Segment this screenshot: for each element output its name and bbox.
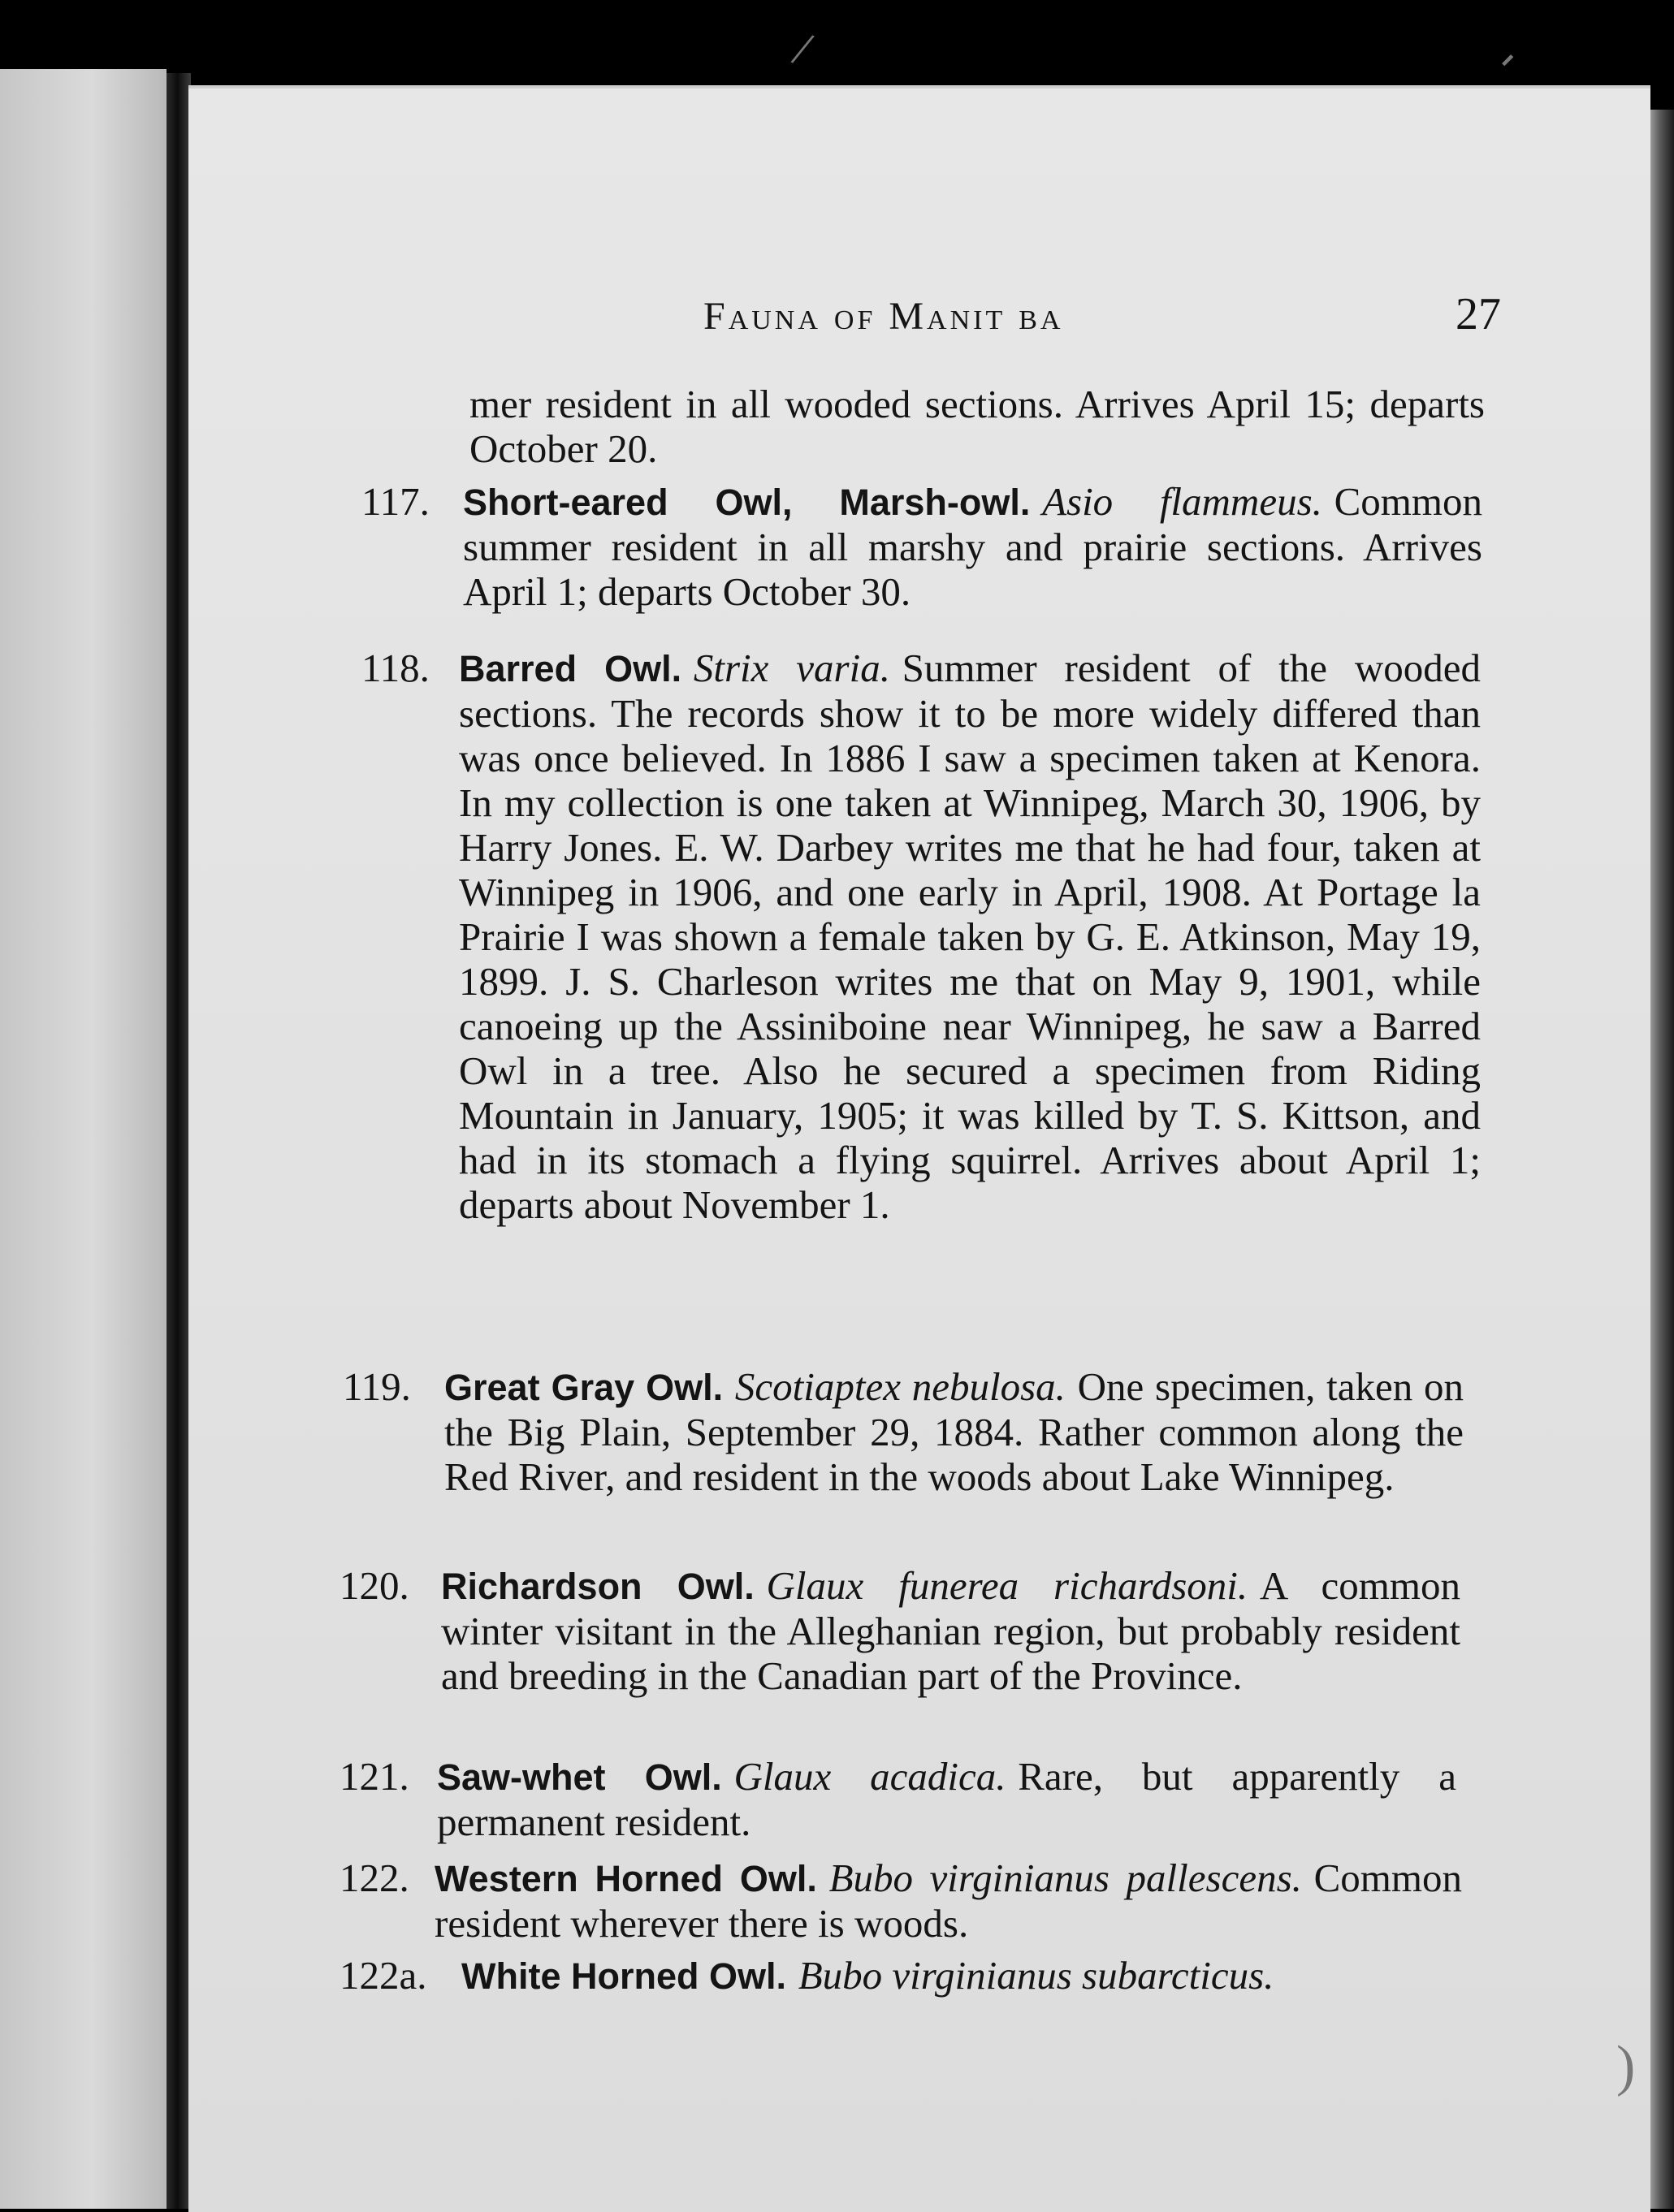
entry-description: One specimen, taken on the Big Plain, September 29, 1884. Rather common along the Red River, and resident in the woods about Lake Winnipeg. xyxy=(444,1364,1464,1499)
common-name: Saw-whet Owl. xyxy=(437,1756,722,1798)
entry-number: 122a. xyxy=(340,1953,427,1998)
scan-mark-slash: / xyxy=(787,21,819,76)
entry-description: Summer resident of the wooded sections. The records show it to be more widely differed than was once believed. In 1886 I saw a specimen taken at Kenora. In my collection is one taken at Winnipeg, March 30, 1906, by Harry Jones. E. W. Darbey writes me that he had four, taken at Winnipeg in 1906, and one early in April, 1908. At Portage la Prairie I was shown a female taken by G. E. Atkinson, May 19, 1899. J. S. Charleson writes me that on May 9, 1901, while canoeing up the Assiniboine near Winnipeg, he saw a Barred Owl in a tree. Also he secured a specimen from Riding Mountain in January, 1905; it was killed by T. S. Kittson, and had in its stomach a flying squirrel. Arrives about April 1; departs about November 1. xyxy=(459,646,1481,1227)
entry-description: Common resident wherever there is woods. xyxy=(435,1856,1462,1946)
page-edge xyxy=(1650,110,1674,2209)
common-name: Richardson Owl. xyxy=(441,1566,755,1607)
scan-mark-edge: ) xyxy=(1616,2035,1636,2098)
entry-number: 122. xyxy=(340,1856,409,1900)
common-name: White Horned Owl. xyxy=(461,1955,786,1997)
common-name: Barred Owl. xyxy=(459,648,682,689)
book-spine xyxy=(167,73,191,2209)
running-head: Fauna of Manit ba xyxy=(703,295,1064,338)
scientific-name: Strix varia. xyxy=(693,646,890,690)
entry-number: 120. xyxy=(340,1563,409,1608)
scientific-name: Glaux funerea richardsoni. xyxy=(766,1563,1248,1608)
continuation-text: mer resident in all wooded sections. Arrives April 15; departs October 20. xyxy=(469,382,1485,471)
scientific-name: Scotiaptex nebulosa. xyxy=(734,1364,1066,1409)
entry-description: Rare, but apparently a permanent resident. xyxy=(437,1754,1457,1844)
entry-description: Common summer resident in all marshy and prairie sections. Arrives April 1; departs October 30. xyxy=(463,479,1482,614)
scan-mark-tick: - xyxy=(1479,32,1529,82)
scientific-name: Bubo virginianus pallescens. xyxy=(828,1856,1302,1900)
entry-number: 118. xyxy=(361,646,430,690)
entry-body xyxy=(437,1754,1456,1844)
entry-body xyxy=(459,646,1481,1227)
entry-body xyxy=(441,1563,1460,1698)
page-number: 27 xyxy=(1456,289,1501,339)
entry-body xyxy=(444,1364,1464,1499)
common-name: Great Gray Owl. xyxy=(444,1367,724,1408)
common-name: Western Horned Owl. xyxy=(435,1858,817,1899)
entry-body xyxy=(461,1953,1464,1998)
entry-number: 119. xyxy=(343,1364,411,1409)
scientific-name: Bubo virginianus subarcticus. xyxy=(798,1953,1274,1998)
scientific-name: Glaux acadica. xyxy=(733,1754,1006,1799)
common-name: Short-eared Owl, Marsh-owl. xyxy=(463,482,1031,523)
scientific-name: Asio flammeus. xyxy=(1042,479,1322,524)
entry-number: 117. xyxy=(361,479,430,524)
entry-body xyxy=(435,1856,1462,1946)
entry-description: A common winter visitant in the Alleghanian region, but probably resident and breeding in the Canadian part of the Province. xyxy=(441,1563,1460,1698)
facing-page xyxy=(0,69,167,2209)
entry-number: 121. xyxy=(340,1754,409,1799)
entry-body xyxy=(463,479,1482,614)
